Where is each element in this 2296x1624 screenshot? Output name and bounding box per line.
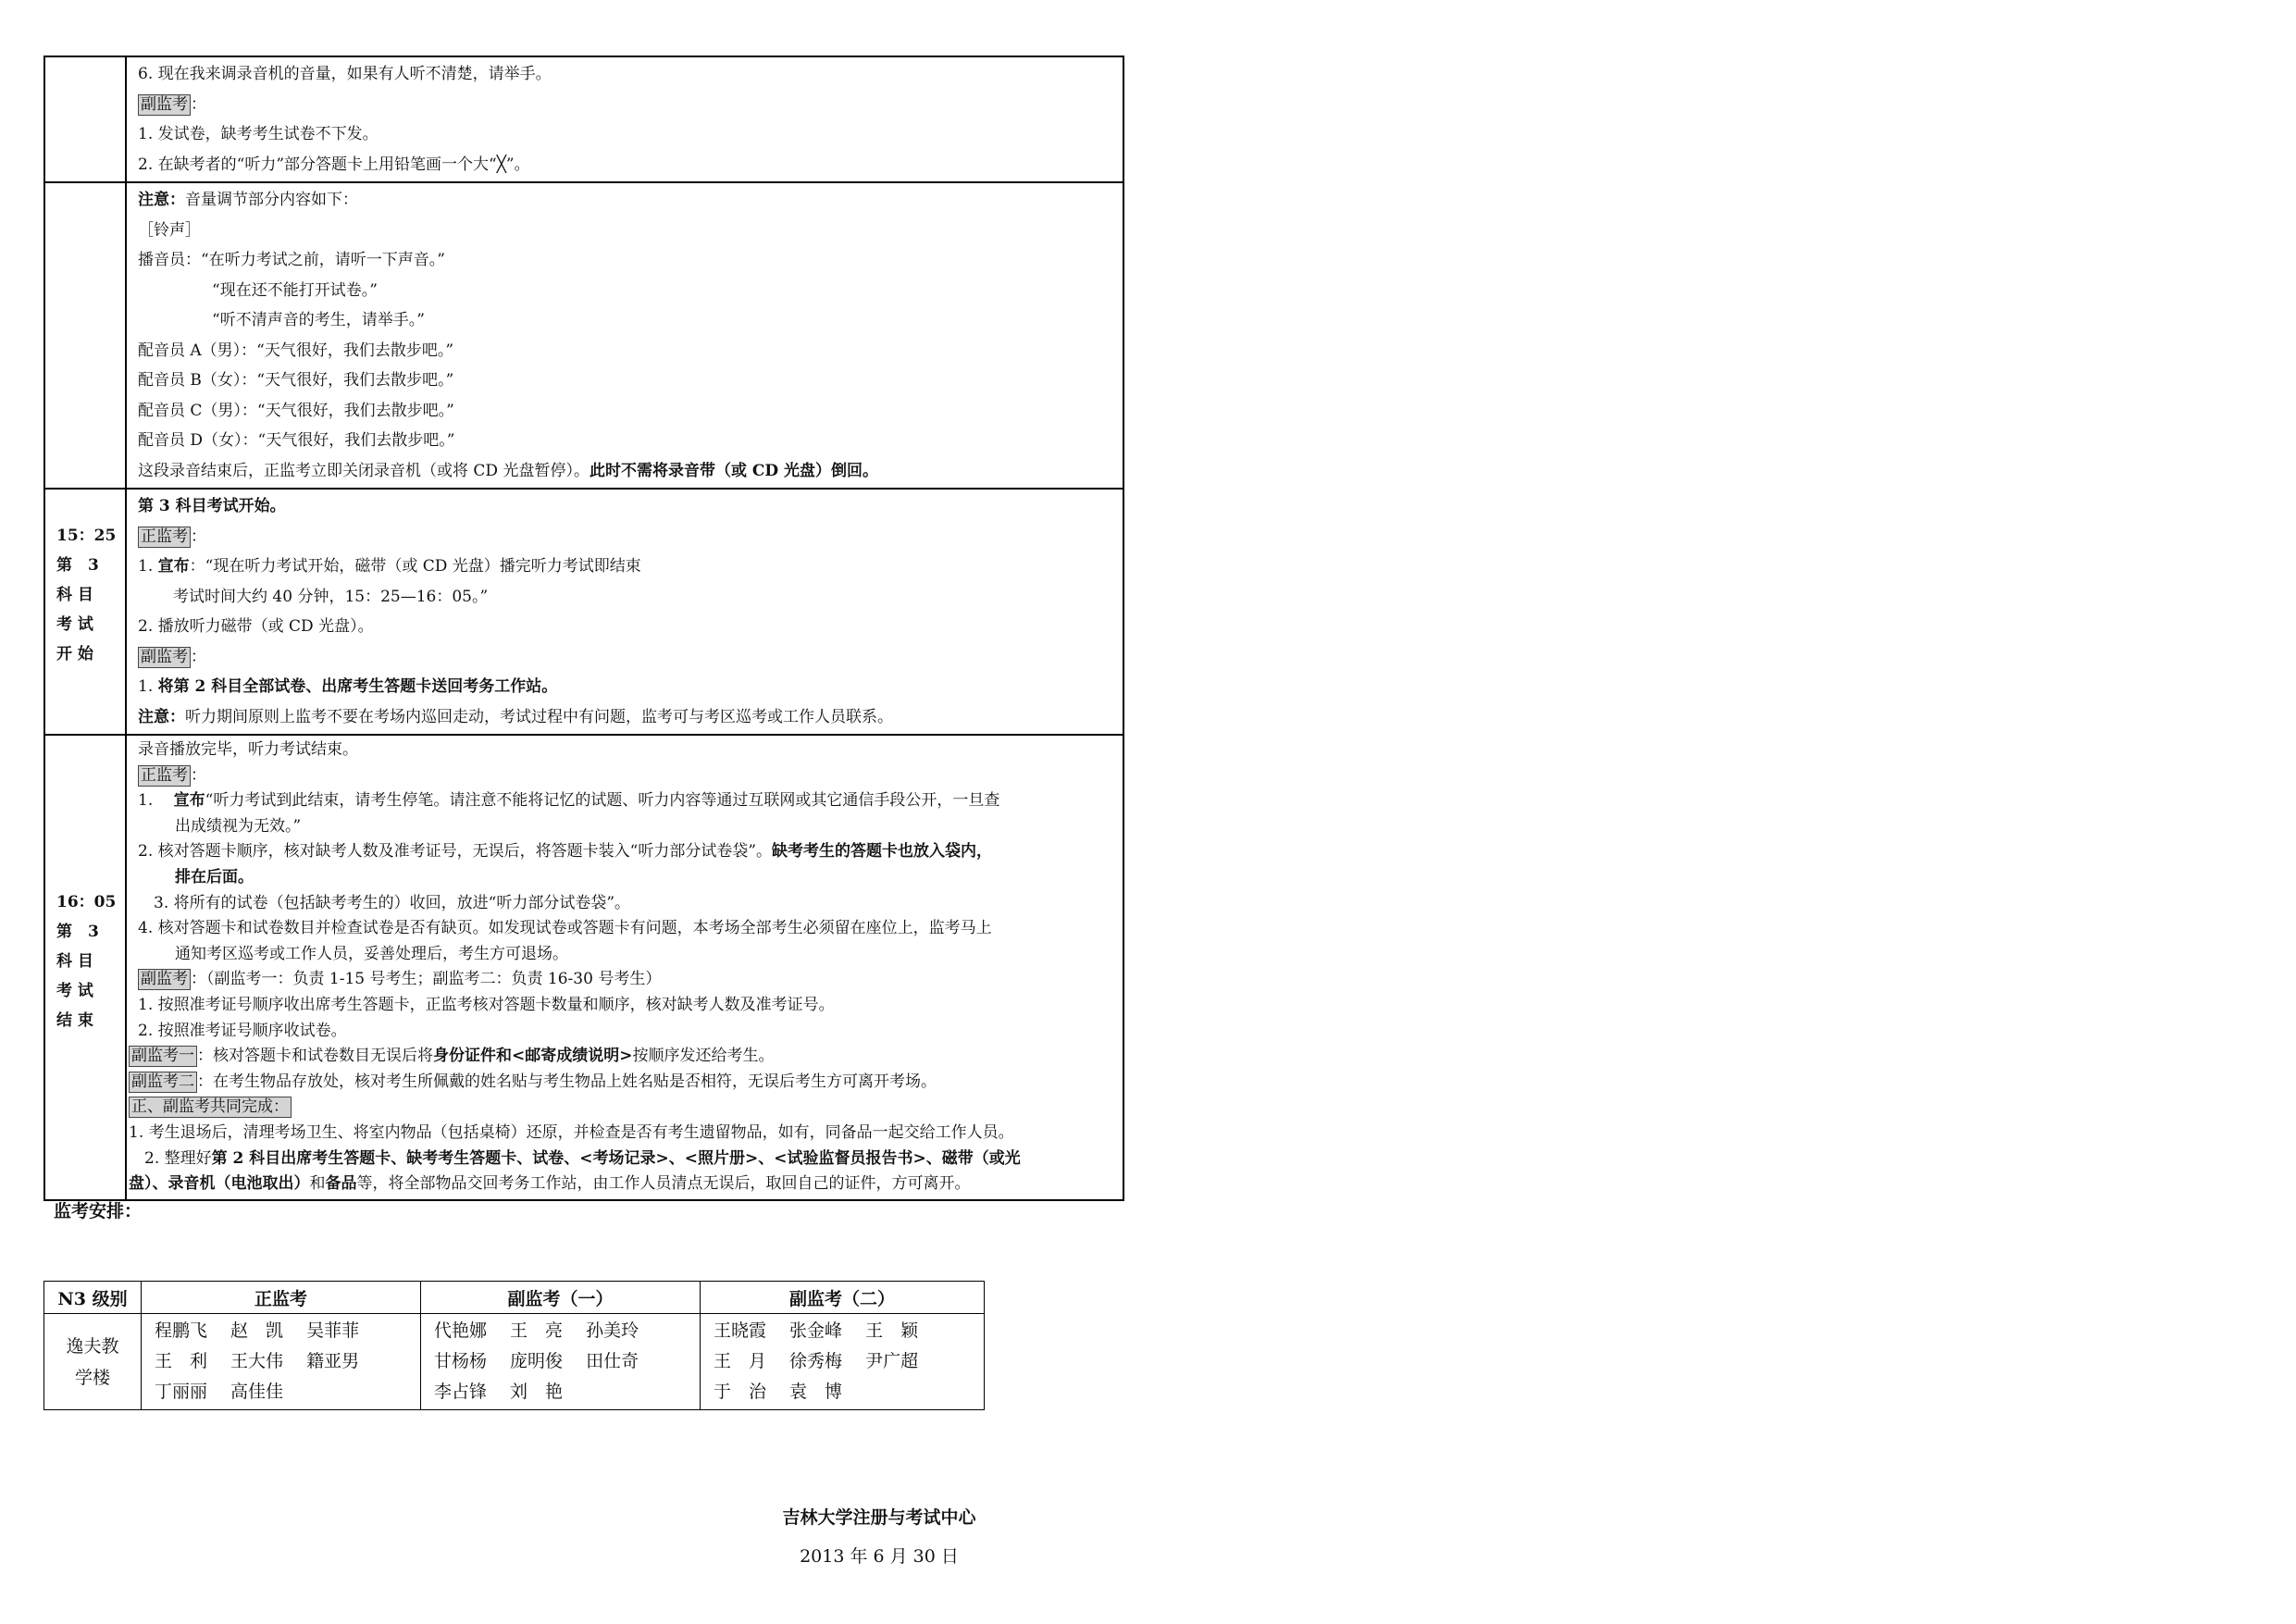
instruction-line: 2. 整理好第 2 科目出席考生答题卡、缺考考生答题卡、试卷、<考场记录>、<照片册>、<试验监督员报告书>、磁带（或光: [129, 1148, 1021, 1168]
instruction-line: 1. 将第 2 科目全部试卷、出席考生答题卡送回考务工作站。: [138, 677, 558, 696]
instruction-line: 注意：音量调节部分内容如下：: [138, 191, 358, 209]
header-deputy-1: 副监考（一）: [421, 1282, 701, 1314]
role-tag: 副监考: [138, 94, 191, 116]
instructions-cell-3: [126, 489, 1123, 735]
instructions-cell-4: [126, 735, 1123, 1200]
instruction-line: 配音员 C（男）：“天气很好，我们去散步吧。”: [138, 401, 454, 420]
instruction-line: 出成绩视为无效。”: [175, 816, 302, 836]
name-line: 甘杨杨 庞明俊 田仕奇: [434, 1351, 639, 1371]
instruction-line: 通知考区巡考或工作人员，妥善处理后，考生方可退场。: [175, 944, 568, 963]
instruction-line: 2. 播放听力磁带（或 CD 光盘）。: [138, 617, 374, 636]
time-label-line: 结 束: [56, 1011, 93, 1030]
procedure-row-3: [44, 489, 1123, 735]
instruction-line: 1. 宣布：“现在听力考试开始，磁带（或 CD 光盘）播完听力考试即结束: [138, 557, 641, 576]
staff-table: [43, 1281, 985, 1410]
instruction-line: 正监考 ：: [138, 763, 1115, 789]
instruction-line: 排在后面。: [175, 867, 254, 886]
time-label-line: 考 试: [56, 982, 93, 1000]
header-chief: 正监考: [142, 1282, 421, 1314]
document-date: 2013 年 6 月 30 日: [800, 1546, 959, 1567]
time-label: [45, 736, 125, 1035]
header-deputy-2: 副监考（二）: [701, 1282, 985, 1314]
time-cell-3: [44, 489, 126, 735]
instruction-line: 录音播放完毕，听力考试结束。: [138, 740, 358, 759]
instruction-line: 1. 发试卷，缺考考生试卷不下发。: [138, 125, 379, 143]
instructions-cell-2: [126, 182, 1123, 489]
name-line: 王 利 王大伟 籍亚男: [155, 1351, 360, 1371]
instruction-line: 6. 现在我来调录音机的音量，如果有人听不清楚，请举手。: [138, 65, 552, 83]
time-label-line: 第 3: [56, 556, 99, 575]
time-label-line: 第 3: [56, 923, 99, 941]
instruction-line: 副监考 ：: [138, 642, 1115, 673]
time-label-line: 15：25: [56, 527, 117, 545]
role-tag: 副监考一: [129, 1046, 197, 1067]
building-cell: [44, 1314, 142, 1410]
procedure-row-1: [44, 56, 1123, 182]
instruction-line: 配音员 D（女）：“天气很好，我们去散步吧。”: [138, 431, 455, 450]
time-label-line: 科 目: [56, 952, 93, 971]
instruction-line: 考试时间大约 40 分钟，15：25—16：05。”: [173, 587, 489, 606]
instruction-lines: [138, 59, 1115, 180]
time-label-line: 考 试: [56, 615, 93, 634]
instruction-line: ［铃声］: [138, 220, 201, 240]
instruction-line: 正监考 ：: [138, 522, 1115, 552]
role-tag: 正监考: [138, 765, 191, 787]
header-level: N3 级别: [44, 1282, 142, 1314]
chief-names: [142, 1314, 421, 1410]
role-tag: 副监考: [138, 647, 191, 668]
deputy1-names: [421, 1314, 701, 1410]
arrangement-label: 监考安排：: [54, 1201, 143, 1221]
instructions-cell-1: [126, 56, 1123, 182]
role-tag: 正监考: [138, 527, 191, 548]
instruction-line: 配音员 B（女）：“天气很好，我们去散步吧。”: [138, 371, 454, 390]
instruction-line: 第 3 科目考试开始。: [138, 497, 286, 515]
instruction-line: 1. 按照准考证号顺序收出席考生答题卡，正监考核对答题卡数量和顺序，核对缺考人数及准考证号。: [138, 995, 835, 1014]
name-line: 王晓霞 张金峰 王 颖: [714, 1320, 919, 1341]
instruction-lines: [138, 491, 1115, 732]
instruction-line: 副监考二 ：在考生物品存放处，核对考生所佩戴的姓名贴与考生物品上姓名贴是否相符，无误后考生方可离开考场。: [129, 1070, 1115, 1096]
time-cell-4: [44, 735, 126, 1200]
staff-header-row: [44, 1282, 985, 1314]
instruction-lines: [138, 185, 1115, 486]
time-cell-2: [44, 182, 126, 489]
time-cell-1: [44, 56, 126, 182]
time-label-line: 16：05: [56, 893, 117, 911]
instruction-line: 副监考 ：: [138, 90, 1115, 120]
staff-row: [44, 1314, 985, 1410]
instruction-line: 4. 核对答题卡和试卷数目并检查试卷是否有缺页。如发现试卷或答题卡有问题，本考场全部考生必须留在座位上，监考马上: [138, 919, 992, 938]
instruction-line: 盘）、录音机（电池取出）和备品等，将全部物品交回考务工作站，由工作人员清点无误后，取回自己的证件，方可离开。: [129, 1174, 971, 1194]
name-line: 代艳娜 王 亮 孙美玲: [434, 1320, 639, 1341]
instruction-line: 2. 按照准考证号顺序收试卷。: [138, 1021, 347, 1040]
building-name: 逸夫教学楼: [66, 1335, 119, 1388]
organization-name: 吉林大学注册与考试中心: [782, 1507, 976, 1528]
time-label: [45, 490, 125, 669]
instruction-line: 播音员：“在听力考试之前，请听一下声音。”: [138, 251, 445, 269]
role-tag: 正、副监考共同完成：: [129, 1097, 292, 1118]
instruction-line: 2. 在缺考者的“听力”部分答题卡上用铅笔画一个大“╳”。: [138, 155, 530, 174]
role-tag: 副监考二: [129, 1072, 197, 1093]
time-label-line: 开 始: [56, 645, 93, 663]
procedure-row-4: [44, 735, 1123, 1200]
name-line: 程鹏飞 赵 凯 吴菲菲: [155, 1320, 360, 1341]
procedure-table: [43, 56, 1124, 1201]
instruction-line: 配音员 A（男）：“天气很好，我们去散步吧。”: [138, 341, 454, 360]
name-line: 李占锋 刘 艳: [434, 1382, 564, 1402]
instruction-line: 副监考 ：（副监考一：负责 1-15 号考生；副监考二：负责 16-30 号考生）: [138, 967, 1115, 993]
instruction-line: 注意：听力期间原则上监考不要在考场内巡回走动，考试过程中有问题，监考可与考区巡考或工作人员联系。: [138, 707, 893, 726]
instruction-line: “现在还不能打开试卷。”: [212, 280, 378, 300]
procedure-row-2: [44, 182, 1123, 489]
name-line: 王 月 徐秀梅 尹广超: [714, 1351, 919, 1371]
instruction-line: 1. 考生退场后，清理考场卫生、将室内物品（包括桌椅）还原，并检查是否有考生遗留物品，如有，同备品一起交给工作人员。: [129, 1122, 1014, 1142]
role-tag: 副监考: [138, 969, 191, 990]
time-label-line: 科 目: [56, 586, 93, 604]
instruction-line: 2. 核对答题卡顺序，核对缺考人数及准考证号，无误后，将答题卡装入“听力部分试卷袋”。缺考考生的答题卡也放入袋内，: [138, 842, 993, 862]
name-line: 丁丽丽 高佳佳: [155, 1382, 284, 1402]
instruction-line: 1. 宣布“听力考试到此结束，请考生停笔。请注意不能将记忆的试题、听力内容等通过互联网或其它通信手段公开，一旦查: [138, 791, 1000, 811]
instruction-line: 这段录音结束后，正监考立即关闭录音机（或将 CD 光盘暂停）。此时不需将录音带（或 CD 光盘）倒回。: [138, 461, 879, 480]
deputy2-names: [701, 1314, 985, 1410]
instruction-line: 副监考一 ：核对答题卡和试卷数目无误后将身份证件和<邮寄成绩说明>按顺序发还给考生。: [129, 1044, 1115, 1070]
instruction-lines: [129, 738, 1115, 1197]
instruction-line: [129, 1095, 1115, 1121]
instruction-line: “听不清声音的考生，请举手。”: [212, 311, 425, 329]
instruction-line: 3. 将所有的试卷（包括缺考考生的）收回，放进“听力部分试卷袋”。: [138, 893, 631, 912]
name-line: 于 治 袁 博: [714, 1382, 843, 1402]
